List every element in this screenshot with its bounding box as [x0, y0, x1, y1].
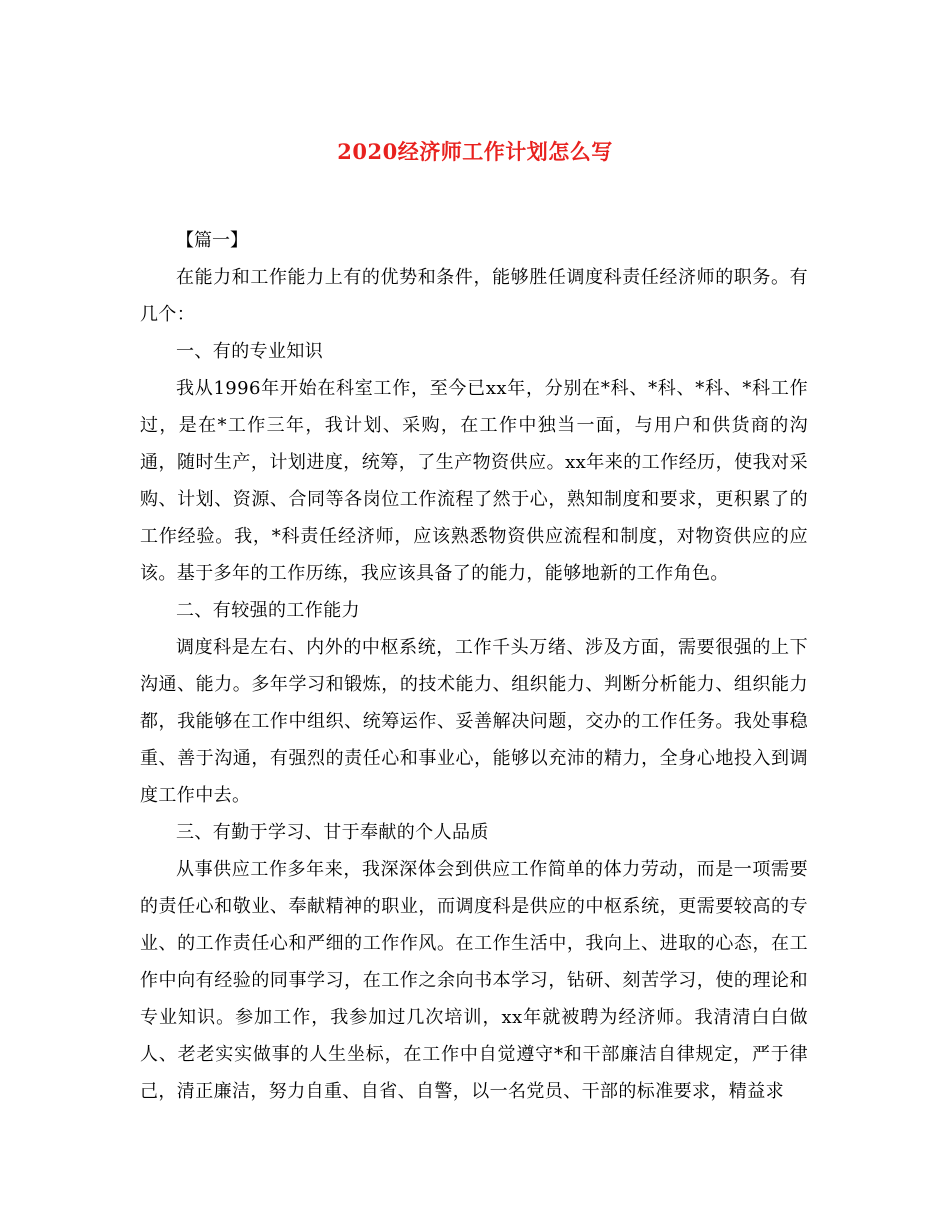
document-body [140, 222, 808, 1110]
section-heading-1: 一、有的专业知识 [176, 341, 324, 362]
paragraph-section-1: 我从1996年开始在科室工作，至今已xx年，分别在*科、*科、*科、*科工作过，是在*工作三年，我计划、采购，在工作中独当一面，与用户和供货商的沟通，随时生产，计划进度，统筹，了生产物资供应。xx年来的工作经历，使我对采购、计划、资源、合同等各岗位工作流程了然于心，熟知制度和要求，更积累了的工作经验。我，*科责任经济师，应该熟悉物资供应流程和制度，对物资供应的应该。基于多年的工作历练，我应该具备了的能力，能够地新的工作角色。 [140, 378, 808, 584]
section-heading-2: 二、有较强的工作能力 [176, 600, 360, 621]
document-title: 2020经济师工作计划怎么写 [337, 139, 613, 164]
paragraph-section-3: 从事供应工作多年来，我深深体会到供应工作简单的体力劳动，而是一项需要的责任心和敬业、奉献精神的职业，而调度科是供应的中枢系统，更需要较高的专业、的工作责任心和严细的工作作风。在工作生活中，我向上、进取的心态，在工作中向有经验的同事学习，在工作之余向书本学习，钻研、刻苦学习，使的理论和专业知识。参加工作，我参加过几次培训，xx年就被聘为经济师。我清清白白做人、老老实实做事的人生坐标，在工作中自觉遵守*和干部廉洁自律规定，严于律己，清正廉洁，努力自重、自省、自警，以一名党员、干部的标准要求，精益求 [140, 859, 808, 1102]
paragraph-section-2: 调度科是左右、内外的中枢系统，工作千头万绪、涉及方面，需要很强的上下沟通、能力。多年学习和锻炼，的技术能力、组织能力、判断分析能力、组织能力都，我能够在工作中组织、统筹运作、妥善解决问题，交办的工作任务。我处事稳重、善于沟通，有强烈的责任心和事业心，能够以充沛的精力，全身心地投入到调度工作中去。 [140, 637, 808, 806]
paragraph-intro: 在能力和工作能力上有的优势和条件，能够胜任调度科责任经济师的职务。有几个： [140, 267, 808, 325]
section-heading-3: 三、有勤于学习、甘于奉献的个人品质 [176, 822, 489, 843]
part-label: 【篇一】 [176, 230, 248, 251]
